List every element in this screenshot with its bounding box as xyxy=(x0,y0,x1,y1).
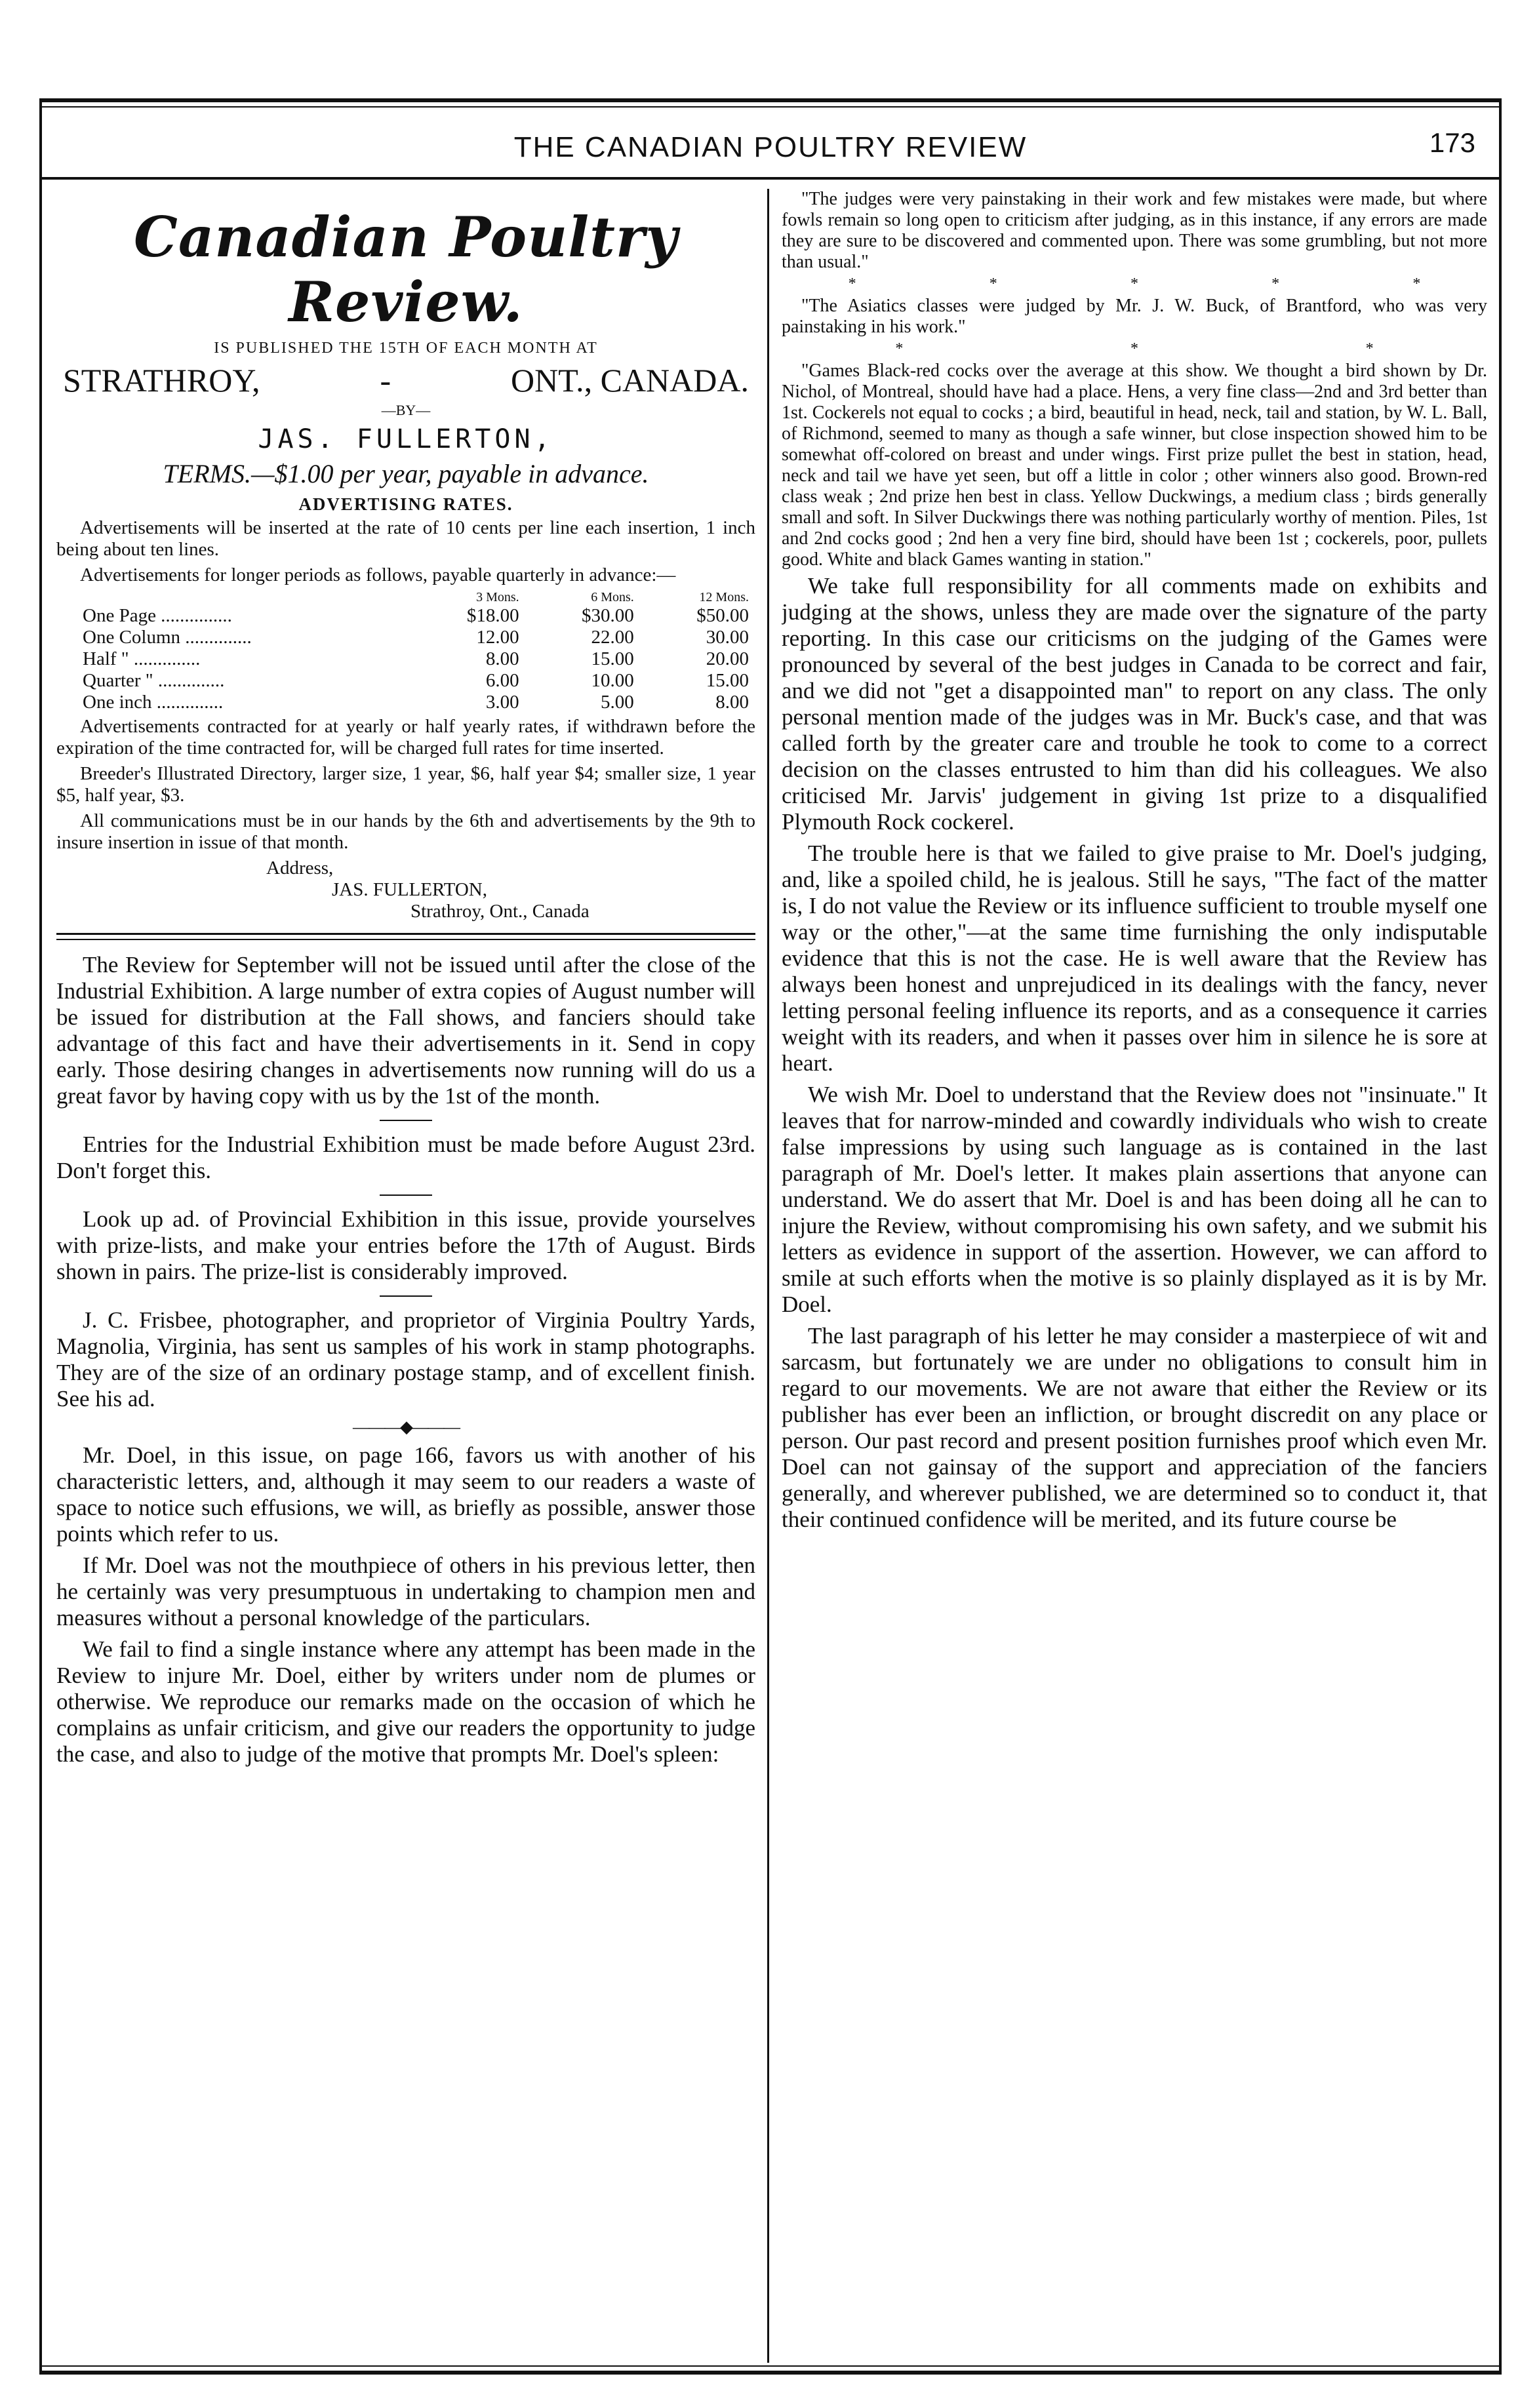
rates-header-row xyxy=(56,590,755,605)
article-paragraph: We take full responsibility for all comments made on exhibits and judging at the shows, unless they are made over the signature of the party reporting. In this case our criticisms on the judging of the Games were pronounced by several of the best judges in Canada to be correct and fair, and we did not "get a disappointed man" to report on any class. The only personal mention made of the judges was in Mr. Buck's case, and that was called forth by the greater care and trouble he took to come to a correct decision on the classes entrusted to him than did his colleagues. We also criticised Mr. Jarvis' judgement in giving 1st prize to a disqualified Plymouth Rock cockerel. xyxy=(782,573,1487,835)
address-name: JAS. FULLERTON, xyxy=(332,879,487,900)
rates-header-blank xyxy=(56,590,410,605)
rate-6: 15.00 xyxy=(591,648,634,669)
star: * xyxy=(1130,275,1138,292)
rate-12: 30.00 xyxy=(706,627,749,648)
left-border xyxy=(39,98,42,2375)
star: * xyxy=(989,275,997,292)
table-row xyxy=(56,605,755,627)
address-label: Address, xyxy=(266,858,334,878)
masthead-by: —BY— xyxy=(381,402,431,418)
masthead-province: ONT., CANADA. xyxy=(511,362,749,399)
left-column xyxy=(56,189,755,2360)
star: * xyxy=(1271,275,1280,292)
masthead-title: Canadian Poultry Review. xyxy=(134,205,678,334)
rate-3: 8.00 xyxy=(485,648,519,669)
header-rule xyxy=(39,177,1502,180)
top-rule-thin xyxy=(39,106,1502,108)
article-paragraph: Entries for the Industrial Exhibition must be made before August 23rd. Don't forget this. xyxy=(56,1132,755,1183)
article-paragraph: The trouble here is that we failed to give praise to Mr. Doel's judging, and, like a spoiled child, he is jealous. Still he says, "The fact of the matter is, I do not value the Review or its influence sufficient to trouble myself one way or the other,"—at the same time furnishing the only indisputable evidence that this is not the case. He is well aware that the Review has always been honest and unprejudiced in its dealings with the fancy, never letting personal feeling influence its reports, and as a consequence it carries weight with its readers, and when it passes over him in silence he is sore at heart. xyxy=(782,840,1487,1076)
adv-paragraph-2: Advertisements for longer periods as follows, payable quarterly in advance:— xyxy=(80,564,676,585)
short-rule xyxy=(380,1120,432,1121)
page-number: 173 xyxy=(1429,127,1475,158)
rates-table xyxy=(56,590,755,713)
masthead-published: IS PUBLISHED THE 15TH OF EACH MONTH AT xyxy=(214,340,598,357)
star: * xyxy=(1365,340,1374,357)
ornamental-rule: ———◆——— xyxy=(353,1417,459,1436)
short-rule xyxy=(380,1295,432,1297)
table-row xyxy=(56,648,755,670)
rate-6: 10.00 xyxy=(591,670,634,691)
adv-paragraph-1: Advertisements will be inserted at the rate of 10 cents per line each insertion, 1 inch being about ten lines. xyxy=(56,517,755,560)
article-paragraph: We fail to find a single instance where any attempt has been made in the Review to injure Mr. Doel, either by writers under nom de plumes or otherwise. We reproduce our remarks made on the occasion of which he complains as unfair criticism, and give our readers the opportunity to judge the case, and also to judge of the motive that prompts Mr. Doel's spleen: xyxy=(56,1636,755,1767)
rates-header-12: 12 Mons. xyxy=(699,590,749,604)
rate-label: One inch .............. xyxy=(83,692,224,713)
rate-label: One Page ............... xyxy=(83,605,232,626)
masthead-divider xyxy=(56,933,755,940)
rate-3: $18.00 xyxy=(466,605,519,626)
table-row xyxy=(56,692,755,713)
star: * xyxy=(895,340,904,357)
article-paragraph: The last paragraph of his letter he may consider a masterpiece of wit and sarcasm, but fortunately we are under no obligations to consult him in regard to our movements. We are not aware that either the Review or its publisher has ever been an infliction, or brought discredit on any place or person. Our past record and present position furnishes proof which even Mr. Doel can not gainsay of the support and appreciation of the fanciers generally, and wherever published, we are determined so to conduct it, that their continued confidence will be merited, and its future course be xyxy=(782,1323,1487,1532)
rate-12: $50.00 xyxy=(696,605,749,626)
running-title: THE CANADIAN POULTRY REVIEW xyxy=(513,131,1028,163)
rate-3: 3.00 xyxy=(485,692,519,713)
address-block xyxy=(56,858,755,922)
article-paragraph: Look up ad. of Provincial Exhibition in this issue, provide yourselves with prize-lists, and make your entries before the 17th of August. Birds shown in pairs. The prize-list is considerably improved. xyxy=(56,1206,755,1284)
star-separator xyxy=(782,340,1487,358)
table-row xyxy=(56,627,755,648)
newspaper-page xyxy=(39,98,1502,2393)
rate-3: 12.00 xyxy=(476,627,519,648)
top-rule-thick xyxy=(39,98,1502,102)
article-paragraph: Mr. Doel, in this issue, on page 166, favors us with another of his characteristic letters, and, although it may seem to our readers a waste of space to notice such effusions, we will, as briefly as possible, answer those points which refer to us. xyxy=(56,1442,755,1547)
rate-12: 20.00 xyxy=(706,648,749,669)
rates-header-6: 6 Mons. xyxy=(591,590,634,604)
column-divider xyxy=(767,189,769,2363)
star: * xyxy=(848,275,856,292)
masthead-dash: - xyxy=(380,362,391,399)
address-place: Strathroy, Ont., Canada xyxy=(410,901,590,922)
adv-paragraph-3: Advertisements contracted for at yearly or half yearly rates, if withdrawn before the expiration of the time contracted for, will be charged full rates for time inserted. xyxy=(56,716,755,759)
rate-6: 22.00 xyxy=(591,627,634,648)
rate-label: Quarter " .............. xyxy=(83,670,225,691)
rate-3: 6.00 xyxy=(485,670,519,691)
adv-paragraph-4: Breeder's Illustrated Directory, larger size, 1 year, $6, half year $4; smaller size, 1 year $5, half year, $3. xyxy=(56,763,755,806)
masthead-editor: JAS. FULLERTON, xyxy=(258,424,554,454)
article-paragraph: J. C. Frisbee, photographer, and proprietor of Virginia Poultry Yards, Magnolia, Virginia, has sent us samples of his work in stamp photographs. They are of the size of an ordinary postage stamp, and of excellent finish. See his ad. xyxy=(56,1307,755,1411)
advertising-rates-heading: ADVERTISING RATES. xyxy=(298,494,513,514)
short-rule xyxy=(380,1194,432,1196)
rate-6: 5.00 xyxy=(601,692,634,713)
quoted-paragraph: "The judges were very painstaking in their work and few mistakes were made, but where fowls remain so long open to criticism after judging, as in this instance, if any errors are made they are sure to be discovered and commented upon. There was some grumbling, but not more than usual." xyxy=(782,189,1487,272)
rate-12: 8.00 xyxy=(715,692,749,713)
rates-header-3: 3 Mons. xyxy=(476,590,519,604)
quoted-paragraph: "Games Black-red cocks over the average at this show. We thought a bird shown by Dr. Nichol, of Montreal, should have had a place. Hens, a very fine class—2nd and 3rd better than 1st. Cockerels not equal to cocks ; a bird, beautiful in head, neck, tail and station, by W. L. Ball, of Richmond, seemed to many as though a safe winner, but close inspection showed him to be somewhat off-colored on breast and under wings. First prize pullet the best in station, head, neck and tail we have yet seen, but off a little in color ; other winners also good. Brown-red class weak ; 2nd prize hen best in class. Yellow Duckwings, a medium class ; birds generally small and soft. In Silver Duckwings there was nothing particularly worthy of mention. Piles, 1st and 2nd cocks good ; 2nd hen a very fine bird, should have been 1st ; cockerels, poor, pullets good. White and black Games wanting in station." xyxy=(782,361,1487,570)
rate-12: 15.00 xyxy=(706,670,749,691)
masthead-place xyxy=(56,361,755,399)
star: * xyxy=(1130,340,1138,357)
article-paragraph: We wish Mr. Doel to understand that the Review does not "insinuate." It leaves that for narrow-minded and cowardly individuals who wish to create false impressions by using such language as is contained in the last paragraph of Mr. Doel's letter. It makes plain assertions that anyone can understand. We do assert that Mr. Doel is and has been doing all he can to injure the Review, without compromising his own safety, and we submit his letters as evidence in support of the assertion. However, we can afford to smile at such efforts when the motive is so plainly displayed as it is by Mr. Doel. xyxy=(782,1082,1487,1317)
right-column xyxy=(782,189,1487,2360)
rate-6: $30.00 xyxy=(582,605,634,626)
bottom-rule-thin xyxy=(39,2365,1502,2367)
star: * xyxy=(1412,275,1421,292)
right-border xyxy=(1499,98,1502,2375)
table-row xyxy=(56,670,755,692)
masthead-terms: TERMS.—$1.00 per year, payable in advance. xyxy=(163,459,649,488)
masthead-city: STRATHROY, xyxy=(63,362,260,399)
article-paragraph: If Mr. Doel was not the mouthpiece of others in his previous letter, then he certainly was very presumptuous in undertaking to champion men and measures without a personal knowledge of the particulars. xyxy=(56,1552,755,1630)
rate-label: One Column .............. xyxy=(83,627,252,648)
bottom-rule-thick xyxy=(39,2371,1502,2375)
adv-paragraph-5: All communications must be in our hands by the 6th and advertisements by the 9th to insure insertion in issue of that month. xyxy=(56,810,755,853)
rate-label: Half " .............. xyxy=(83,648,201,669)
quoted-paragraph: "The Asiatics classes were judged by Mr. J. W. Buck, of Brantford, who was very painstaking in his work." xyxy=(782,296,1487,337)
star-separator xyxy=(782,275,1487,293)
article-paragraph: The Review for September will not be issued until after the close of the Industrial Exhibition. A large number of extra copies of August number will be issued for distribution at the Fall shows, and fanciers should take advantage of this fact and have their advertisements in it. Send in copy early. Those desiring changes in advertisements now running will do us a great favor by having copy with us by the 1st of the month. xyxy=(56,952,755,1109)
